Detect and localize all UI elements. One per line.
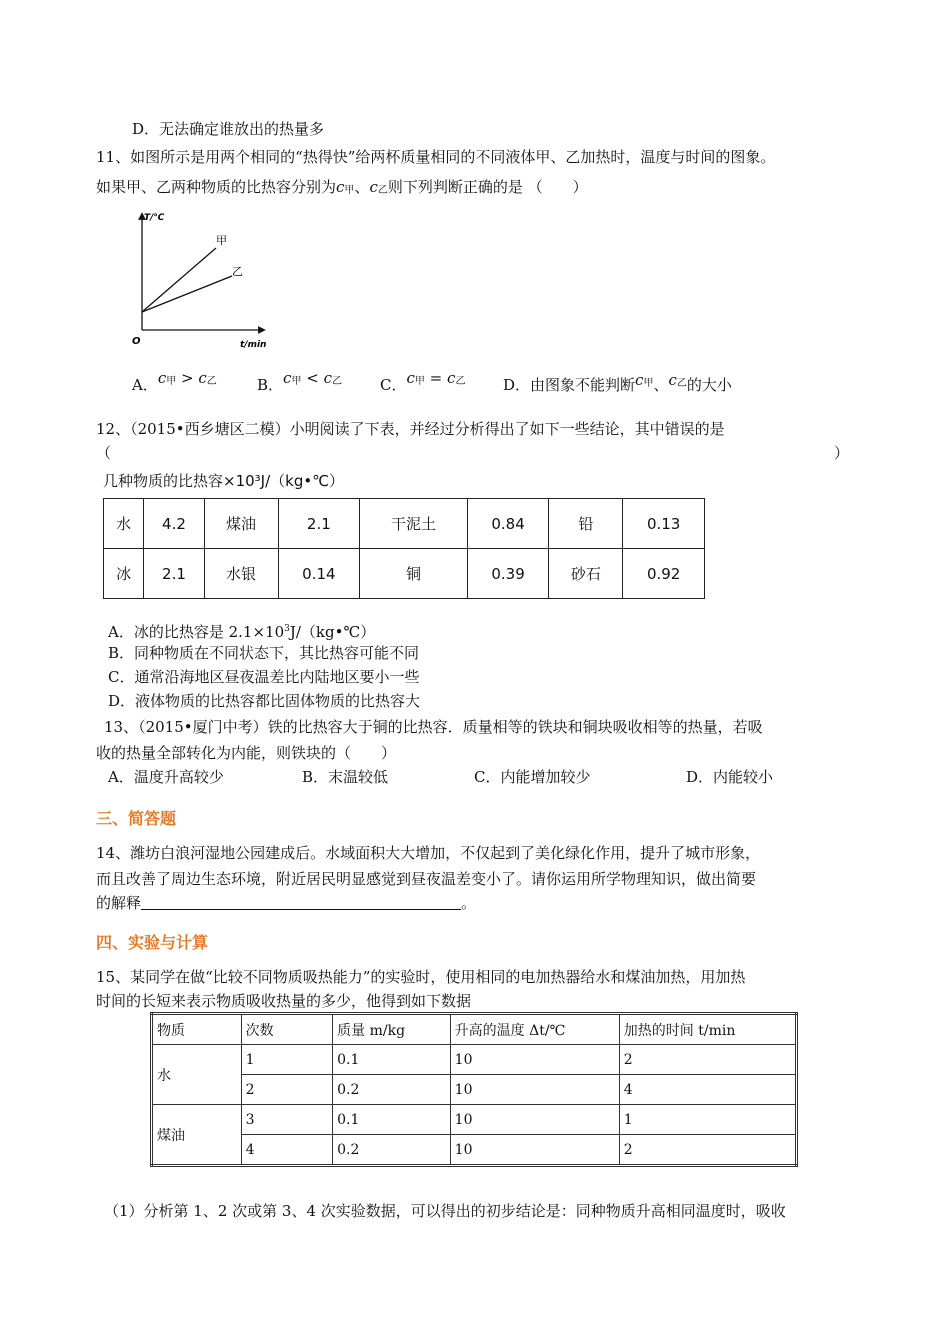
value-cell: 0.2 bbox=[333, 1135, 451, 1166]
substance-cell: 水 bbox=[152, 1045, 242, 1105]
q13-option-c[interactable]: C．内能增加较少 bbox=[474, 768, 591, 786]
table-row bbox=[152, 1045, 797, 1075]
substance-cell: 铅 bbox=[549, 499, 623, 549]
q11-stem-line1: 11、如图所示是用两个相同的“热得快”给两杯质量相同的不同液体甲、乙加热时，温度与时间的图象。 bbox=[96, 148, 776, 166]
substance-cell: 水银 bbox=[204, 549, 278, 599]
q13-option-d[interactable]: D．内能较小 bbox=[686, 768, 774, 786]
q11-option-a[interactable]: A．c甲 > c乙 bbox=[132, 369, 217, 394]
experiment-data-table bbox=[150, 1012, 798, 1167]
q12-option-c[interactable]: C．通常沿海地区昼夜温差比内陆地区要小一些 bbox=[108, 668, 420, 686]
value-cell: 0.1 bbox=[333, 1045, 451, 1075]
q14-stem-line2: 而且改善了周边生态环境，附近居民明显感觉到昼夜温差变小了。请你运用所学物理知识，做出简要 bbox=[96, 870, 757, 888]
q12-paren-right: ） bbox=[834, 444, 850, 462]
substance-cell: 水 bbox=[104, 499, 144, 549]
value-cell: 2 bbox=[619, 1135, 796, 1166]
symbol-c-jia: c甲 bbox=[336, 178, 355, 196]
q12-table-title: 几种物质的比热容×10³J/（kg•℃） bbox=[103, 472, 345, 490]
q15-stem-line2: 时间的长短来表示物质吸收热量的多少，他得到如下数据 bbox=[96, 992, 472, 1010]
column-header: 次数 bbox=[241, 1014, 333, 1045]
header-row bbox=[152, 1014, 797, 1045]
value-cell: 2 bbox=[241, 1075, 333, 1105]
q11-option-d[interactable]: D．由图象不能判断c甲、c乙的大小 bbox=[503, 371, 732, 394]
q11-temperature-time-graph bbox=[120, 206, 280, 356]
value-cell: 10 bbox=[450, 1075, 619, 1105]
value-cell: 2.1 bbox=[278, 499, 360, 549]
substance-cell: 煤油 bbox=[204, 499, 278, 549]
value-cell: 4 bbox=[619, 1075, 796, 1105]
column-header: 质量 m/kg bbox=[333, 1014, 451, 1045]
column-header: 升高的温度 Δt/℃ bbox=[450, 1014, 619, 1045]
section-3-heading: 三、简答题 bbox=[96, 809, 177, 828]
value-cell: 4.2 bbox=[144, 499, 204, 549]
value-cell: 2 bbox=[619, 1045, 796, 1075]
substance-cell: 铜 bbox=[360, 549, 468, 599]
value-cell: 3 bbox=[241, 1105, 333, 1135]
series-jia-label: 甲 bbox=[216, 234, 227, 247]
q11-stem-line2: 如果甲、乙两种物质的比热容分别为c甲、c乙则下列判断正确的是 （ ） bbox=[96, 178, 588, 196]
q13-option-a[interactable]: A．温度升高较少 bbox=[108, 768, 224, 786]
value-cell: 0.2 bbox=[333, 1075, 451, 1105]
value-cell: 1 bbox=[241, 1045, 333, 1075]
q15-subquestion-1: （1）分析第 1、2 次或第 3、4 次实验数据，可以得出的初步结论是：同种物质升高相同温度时，吸收 bbox=[104, 1202, 786, 1220]
table-row bbox=[152, 1135, 797, 1166]
symbol-c-yi: c乙 bbox=[369, 178, 388, 196]
value-cell: 0.1 bbox=[333, 1105, 451, 1135]
table-row bbox=[152, 1075, 797, 1105]
q13-option-b[interactable]: B．末温较低 bbox=[302, 768, 389, 786]
table-row bbox=[104, 499, 705, 549]
value-cell: 0.84 bbox=[467, 499, 549, 549]
q13-stem-line2: 收的热量全部转化为内能，则铁块的（ ） bbox=[96, 744, 397, 762]
value-cell: 0.92 bbox=[623, 549, 705, 599]
substance-cell: 干泥土 bbox=[360, 499, 468, 549]
q12-option-b[interactable]: B．同种物质在不同状态下，其比热容可能不同 bbox=[108, 644, 420, 662]
q14-answer-blank[interactable] bbox=[141, 895, 461, 910]
origin-label: O bbox=[132, 336, 141, 347]
x-axis-label: t/min bbox=[240, 340, 267, 350]
value-cell: 2.1 bbox=[144, 549, 204, 599]
specific-heat-table bbox=[103, 498, 705, 599]
q11-option-b[interactable]: B．c甲 < c乙 bbox=[257, 369, 342, 394]
q12-stem-line1: 12、（2015•西乡塘区二模）小明阅读了下表，并经过分析得出了如下一些结论，其中错误的是 bbox=[96, 420, 725, 438]
series-jia-line bbox=[142, 248, 216, 312]
q15-stem-line1: 15、某同学在做“比较不同物质吸热能力”的实验时，使用相同的电加热器给水和煤油加热，用加热 bbox=[96, 968, 746, 986]
q12-paren-left: （ bbox=[96, 444, 112, 462]
column-header: 物质 bbox=[152, 1014, 242, 1045]
q11-option-c[interactable]: C．c甲 = c乙 bbox=[380, 369, 466, 394]
series-yi-label: 乙 bbox=[232, 265, 243, 278]
q14-stem-line1: 14、潍坊白浪河湿地公园建成后。水域面积大大增加，不仅起到了美化绿化作用，提升了城市形象， bbox=[96, 844, 761, 862]
q12-option-a[interactable]: A．冰的比热容是 $2.1\times 10^3J/(kg•℃)$ bbox=[108, 623, 376, 641]
value-cell: 0.13 bbox=[623, 499, 705, 549]
value-cell: 10 bbox=[450, 1135, 619, 1166]
value-cell: 0.14 bbox=[278, 549, 360, 599]
y-axis-label: T/℃ bbox=[144, 213, 165, 223]
value-cell: 4 bbox=[241, 1135, 333, 1166]
q11-stem-end: 则下列判断正确的是 （ ） bbox=[387, 178, 588, 196]
q11-stem-text: 如果甲、乙两种物质的比热容分别为 bbox=[96, 178, 337, 196]
substance-cell: 煤油 bbox=[152, 1105, 242, 1166]
value-cell: 0.39 bbox=[467, 549, 549, 599]
q14-stem-line3: 的解释 。 bbox=[96, 894, 477, 912]
substance-cell: 冰 bbox=[104, 549, 144, 599]
value-cell: 10 bbox=[450, 1105, 619, 1135]
table-row bbox=[152, 1105, 797, 1135]
q12-option-d[interactable]: D．液体物质的比热容都比固体物质的比热容大 bbox=[108, 692, 421, 710]
series-yi-line bbox=[142, 276, 232, 312]
column-header: 加热的时间 t/min bbox=[619, 1014, 796, 1045]
section-4-heading: 四、实验与计算 bbox=[96, 933, 209, 952]
table-row bbox=[104, 549, 705, 599]
value-cell: 1 bbox=[619, 1105, 796, 1135]
q13-stem-line1: 13、（2015•厦门中考）铁的比热容大于铜的比热容．质量相等的铁块和铜块吸收相等的热量，若吸 bbox=[104, 718, 763, 736]
q10-option-d: D．无法确定谁放出的热量多 bbox=[132, 120, 325, 138]
value-cell: 10 bbox=[450, 1045, 619, 1075]
substance-cell: 砂石 bbox=[549, 549, 623, 599]
